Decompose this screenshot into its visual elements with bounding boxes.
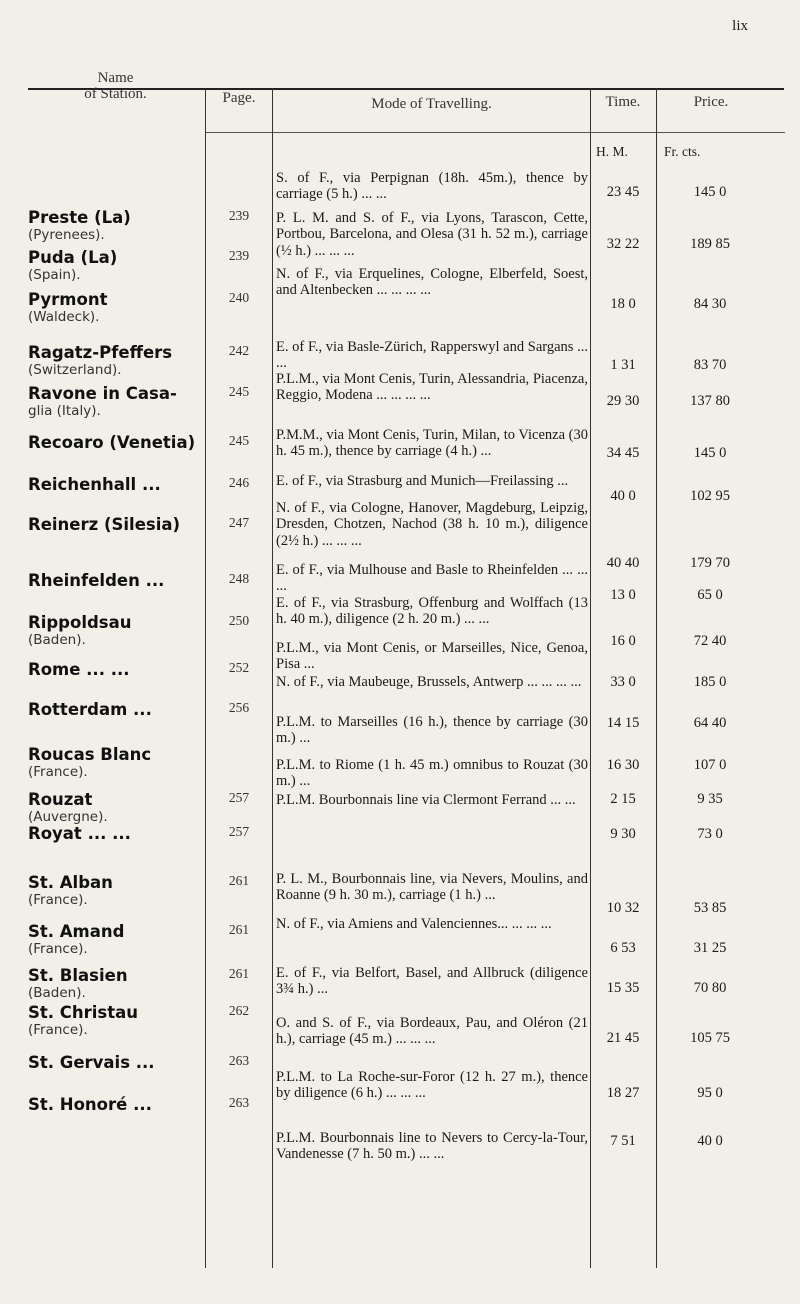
page-reference: 239 xyxy=(228,208,250,223)
station-region: (France). xyxy=(28,1022,88,1038)
travel-time: 10 32 xyxy=(606,900,640,916)
page-reference: 257 xyxy=(228,790,250,805)
travel-price: 84 30 xyxy=(693,296,727,312)
travel-mode: P. L. M. and S. of F., via Lyons, Tarascon, Cette, Portbou, Barcelona, and Olesa (31 h. 52 m.), carriage (½ h.) ... ... ... xyxy=(276,210,588,259)
travel-time: 40 40 xyxy=(606,555,640,571)
station-entry xyxy=(28,824,208,843)
travel-price: 189 85 xyxy=(690,236,730,252)
travel-time: 9 30 xyxy=(610,826,636,842)
station-name: St. Alban xyxy=(28,873,113,892)
station-region: (France). xyxy=(28,941,88,957)
travel-time: 23 45 xyxy=(606,184,640,200)
header-station xyxy=(28,70,203,130)
travel-mode: E. of F., via Strasburg and Munich—Freilassing ... xyxy=(276,473,569,489)
travel-mode: P.L.M. to Riome (1 h. 45 m.) omnibus to Rouzat (30 m.) ... xyxy=(276,757,588,790)
time-unit-label: H. M. xyxy=(596,144,628,159)
station-region: (Switzerland). xyxy=(28,362,122,378)
travel-time: 21 45 xyxy=(606,1030,640,1046)
page-reference: 246 xyxy=(228,475,250,490)
travel-mode: O. and S. of F., via Bordeaux, Pau, and Oléron (21 h.), carriage (45 m.) ... ... ... xyxy=(276,1015,588,1048)
travel-time: 18 0 xyxy=(610,296,636,312)
page-reference: 248 xyxy=(228,571,250,586)
header-page-label: Page. xyxy=(222,90,256,106)
travel-time: 40 0 xyxy=(610,488,636,504)
page-reference: 261 xyxy=(228,922,250,937)
travel-price: 64 40 xyxy=(693,715,727,731)
station-entry xyxy=(28,1053,208,1072)
page-reference: 239 xyxy=(228,248,250,263)
travel-mode: P.L.M. Bourbonnais line via Clermont Ferrand ... ... xyxy=(276,792,576,808)
column-divider-2 xyxy=(272,88,273,1268)
travel-price: 70 80 xyxy=(693,980,727,996)
travel-time: 18 27 xyxy=(606,1085,640,1101)
travel-price: 65 0 xyxy=(697,587,723,603)
station-region: (France). xyxy=(28,892,88,908)
station-name: Reinerz (Silesia) xyxy=(28,515,181,534)
station-entry xyxy=(28,248,208,283)
station-name: Pyrmont xyxy=(28,290,108,309)
page-reference: 245 xyxy=(228,384,250,399)
price-unit-label: Fr. cts. xyxy=(664,144,701,159)
station-entry xyxy=(28,515,208,534)
station-entry xyxy=(28,384,208,419)
travel-price: 137 80 xyxy=(690,393,730,409)
station-name: Rouzat xyxy=(28,790,93,809)
page-reference: 247 xyxy=(228,515,250,530)
page-reference: 262 xyxy=(228,1003,250,1018)
station-entry xyxy=(28,1095,208,1114)
page-reference: 261 xyxy=(228,873,250,888)
header-mode xyxy=(274,96,589,156)
station-name: Ravone in Casa- xyxy=(28,384,177,403)
travel-mode: E. of F., via Basle-Zürich, Rapperswyl and Sargans ... ... xyxy=(276,339,588,372)
header-mode-label: Mode of Travelling. xyxy=(371,96,492,112)
station-name: St. Honoré ... xyxy=(28,1095,152,1114)
station-entry xyxy=(28,700,208,719)
travel-mode: N. of F., via Maubeuge, Brussels, Antwerp ... ... ... ... xyxy=(276,674,582,690)
page-reference: 240 xyxy=(228,290,250,305)
travel-mode: P.L.M., via Mont Cenis, Turin, Alessandria, Piacenza, Reggio, Modena ... ... ... ... xyxy=(276,371,588,404)
page-reference: 250 xyxy=(228,613,250,628)
page-reference: 263 xyxy=(228,1053,250,1068)
header-page xyxy=(207,90,271,150)
station-name: Recoaro (Venetia) xyxy=(28,433,196,452)
travel-price: 102 95 xyxy=(690,488,730,504)
header-station-line1: Name xyxy=(97,70,134,86)
travel-time: 7 51 xyxy=(610,1133,636,1149)
station-entry xyxy=(28,613,208,648)
station-name: Puda (La) xyxy=(28,248,118,267)
travel-price: 185 0 xyxy=(693,674,727,690)
travel-mode: P.L.M. to Marseilles (16 h.), thence by carriage (30 m.) ... xyxy=(276,714,588,747)
page-reference: 242 xyxy=(228,343,250,358)
travel-mode: P.L.M., via Mont Cenis, or Marseilles, Nice, Genoa, Pisa ... xyxy=(276,640,588,673)
travel-mode: S. of F., via Perpignan (18h. 45m.), thence by carriage (5 h.) ... ... xyxy=(276,170,588,203)
station-entry xyxy=(28,790,208,825)
station-region: (Pyrenees). xyxy=(28,227,105,243)
travel-time: 6 53 xyxy=(610,940,636,956)
travel-price: 179 70 xyxy=(690,555,730,571)
station-entry xyxy=(28,922,208,957)
station-name: Reichenhall ... xyxy=(28,475,161,494)
page-reference: 261 xyxy=(228,966,250,981)
travel-mode: P.L.M. Bourbonnais line to Nevers to Cercy-la-Tour, Vandenesse (7 h. 50 m.) ... ... xyxy=(276,1130,588,1163)
station-name: St. Gervais ... xyxy=(28,1053,155,1072)
station-region: (Auvergne). xyxy=(28,809,108,825)
station-region: (France). xyxy=(28,764,88,780)
header-station-line2: of Station. xyxy=(84,86,147,102)
travel-price: 9 35 xyxy=(697,791,723,807)
page-reference: 257 xyxy=(228,824,250,839)
page-number: lix xyxy=(732,18,748,34)
travel-price: 107 0 xyxy=(693,757,727,773)
station-region: (Baden). xyxy=(28,632,86,648)
travel-mode: P.L.M. to La Roche-sur-Foror (12 h. 27 m.), thence by diligence (6 h.) ... ... ... xyxy=(276,1069,588,1102)
travel-price: 53 85 xyxy=(693,900,727,916)
station-name: Preste (La) xyxy=(28,208,131,227)
travel-price: 72 40 xyxy=(693,633,727,649)
station-name: St. Christau xyxy=(28,1003,139,1022)
station-name: Royat ... ... xyxy=(28,824,131,843)
travel-mode: E. of F., via Mulhouse and Basle to Rheinfelden ... ... ... xyxy=(276,562,588,595)
station-entry xyxy=(28,433,208,452)
page-reference: 245 xyxy=(228,433,250,448)
travel-time: 14 15 xyxy=(606,715,640,731)
station-entry xyxy=(28,290,208,325)
station-name: Rippoldsau xyxy=(28,613,132,632)
station-region: (Waldeck). xyxy=(28,309,100,325)
travel-price: 95 0 xyxy=(697,1085,723,1101)
station-entry xyxy=(28,343,208,378)
travel-mode: N. of F., via Amiens and Valenciennes... ... ... ... xyxy=(276,916,552,932)
travel-time: 29 30 xyxy=(606,393,640,409)
travel-price: 145 0 xyxy=(693,445,727,461)
travel-time: 13 0 xyxy=(610,587,636,603)
travel-mode: E. of F., via Belfort, Basel, and Allbruck (diligence 3¾ h.) ... xyxy=(276,965,588,998)
travel-price: 40 0 xyxy=(697,1133,723,1149)
travel-price: 145 0 xyxy=(693,184,727,200)
travel-time: 16 30 xyxy=(606,757,640,773)
station-name: Rheinfelden ... xyxy=(28,571,165,590)
travel-time: 32 22 xyxy=(606,236,640,252)
header-time-label: Time. xyxy=(605,94,641,110)
station-name: Roucas Blanc xyxy=(28,745,152,764)
station-region: (Baden). xyxy=(28,985,86,1001)
station-entry xyxy=(28,745,208,780)
station-entry xyxy=(28,1003,208,1038)
header-price-label: Price. xyxy=(693,94,729,110)
travel-mode: P. L. M., Bourbonnais line, via Nevers, Moulins, and Roanne (9 h. 30 m.), carriage (1 h.) ... xyxy=(276,871,588,904)
travel-price: 105 75 xyxy=(690,1030,730,1046)
station-region: (Spain). xyxy=(28,267,81,283)
travel-price: 83 70 xyxy=(693,357,727,373)
page-reference: 263 xyxy=(228,1095,250,1110)
travel-mode: P.M.M., via Mont Cenis, Turin, Milan, to Vicenza (30 h. 45 m.), thence by carriage (4 h.) ... xyxy=(276,427,588,460)
station-entry xyxy=(28,571,208,590)
station-name: St. Blasien xyxy=(28,966,128,985)
travel-time: 33 0 xyxy=(610,674,636,690)
station-name: Ragatz-Pfeffers xyxy=(28,343,173,362)
column-divider-4 xyxy=(656,88,657,1268)
travel-mode: E. of F., via Strasburg, Offenburg and Wolffach (13 h. 40 m.), diligence (2 h. 20 m.) ... ... xyxy=(276,595,588,628)
travel-time: 1 31 xyxy=(610,357,636,373)
station-region: glia (Italy). xyxy=(28,403,101,419)
station-entry xyxy=(28,966,208,1001)
column-divider-3 xyxy=(590,88,591,1268)
travel-price: 31 25 xyxy=(693,940,727,956)
travel-time: 34 45 xyxy=(606,445,640,461)
page-reference: 252 xyxy=(228,660,250,675)
travel-mode: N. of F., via Cologne, Hanover, Magdeburg, Leipzig, Dresden, Chotzen, Nachod (38 h. 10 m.), diligence (2½ h.) ... ... ... xyxy=(276,500,588,549)
page-reference: 256 xyxy=(228,700,250,715)
station-name: St. Amand xyxy=(28,922,125,941)
travel-time: 15 35 xyxy=(606,980,640,996)
travel-time: 16 0 xyxy=(610,633,636,649)
travel-time: 2 15 xyxy=(610,791,636,807)
station-name: Rotterdam ... xyxy=(28,700,152,719)
station-entry xyxy=(28,475,208,494)
travel-mode: N. of F., via Erquelines, Cologne, Elberfeld, Soest, and Altenbecken ... ... ... ... xyxy=(276,266,588,299)
station-entry xyxy=(28,660,208,679)
station-entry xyxy=(28,873,208,908)
station-name: Rome ... ... xyxy=(28,660,130,679)
station-entry xyxy=(28,208,208,243)
travel-price: 73 0 xyxy=(697,826,723,842)
